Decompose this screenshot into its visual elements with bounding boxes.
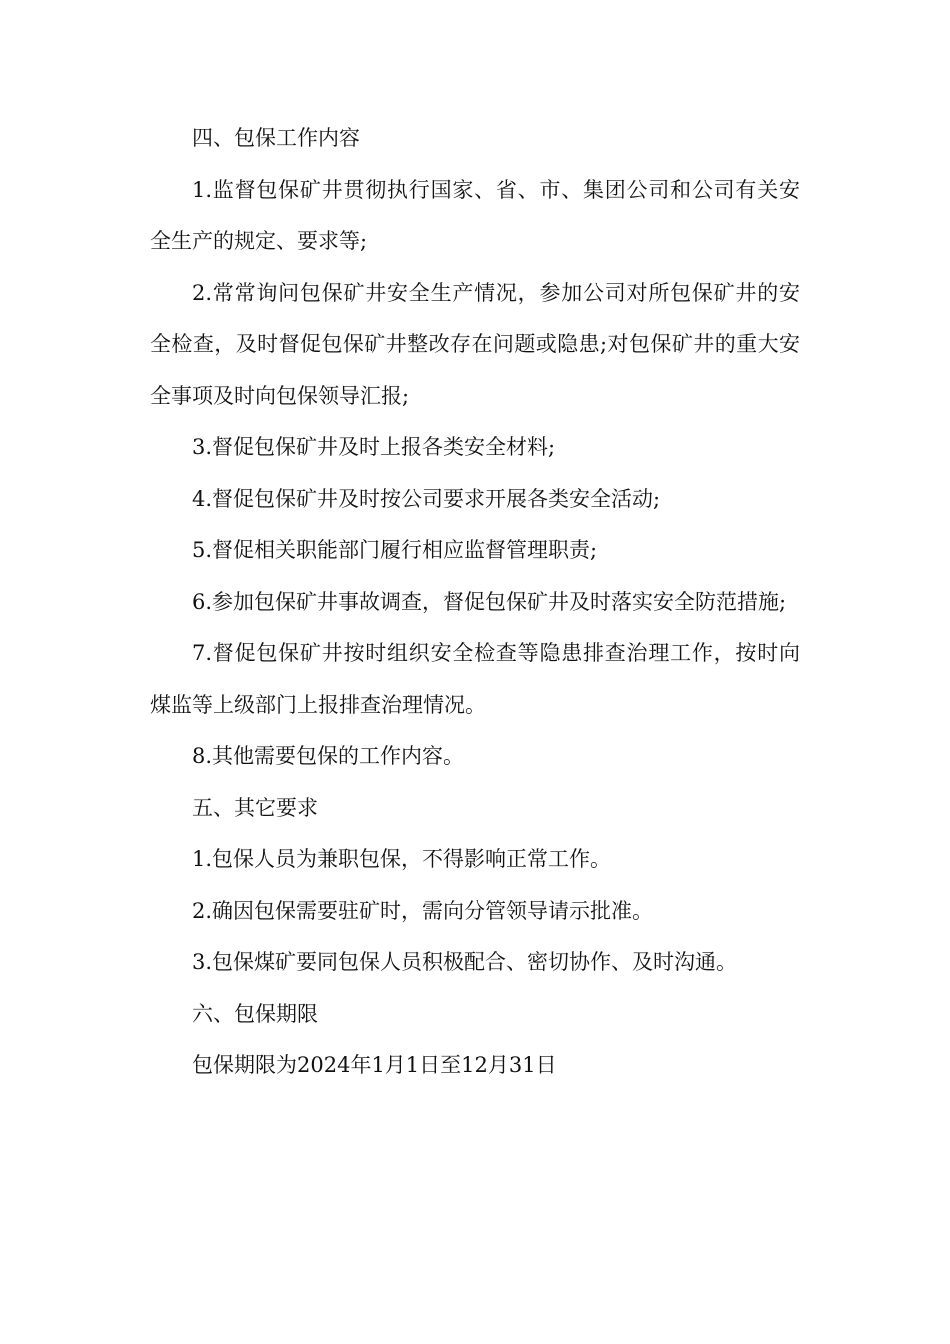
list-item: 3.包保煤矿要同包保人员积极配合、密切协作、及时沟通。: [192, 950, 738, 974]
document-body: [150, 113, 800, 1092]
list-item: 3.督促包保矿井及时上报各类安全材料;: [192, 435, 556, 459]
period-statement: 包保期限为2024年1月1日至12月31日: [192, 1053, 557, 1077]
list-item: 4.督促包保矿井及时按公司要求开展各类安全活动;: [192, 486, 661, 511]
section-heading-five: 五、其它要求: [192, 795, 318, 820]
list-item: 1.监督包保矿井贯彻执行国家、省、市、集团公司和公司有关安全生产的规定、要求等;: [150, 177, 800, 253]
list-item: 1.包保人员为兼职包保，不得影响正常工作。: [192, 847, 612, 871]
list-item: 2.确因包保需要驻矿时，需向分管领导请示批准。: [192, 898, 654, 923]
list-item: 7.督促包保矿井按时组织安全检查等隐患排查治理工作，按时向煤监等上级部门上报排查治理情况。: [150, 641, 800, 717]
section-heading-six: 六、包保期限: [192, 1001, 318, 1026]
list-item: 5.督促相关职能部门履行相应监督管理职责;: [192, 538, 598, 562]
section-heading-four: 四、包保工作内容: [192, 126, 360, 150]
list-item: 2.常常询问包保矿井安全生产情况，参加公司对所包保矿井的安全检查，及时督促包保矿井整改存在问题或隐患;对包保矿井的重大安全事项及时向包保领导汇报;: [150, 280, 800, 408]
list-item: 6.参加包保矿井事故调查，督促包保矿井及时落实安全防范措施;: [192, 589, 787, 614]
list-item: 8.其他需要包保的工作内容。: [192, 744, 465, 768]
